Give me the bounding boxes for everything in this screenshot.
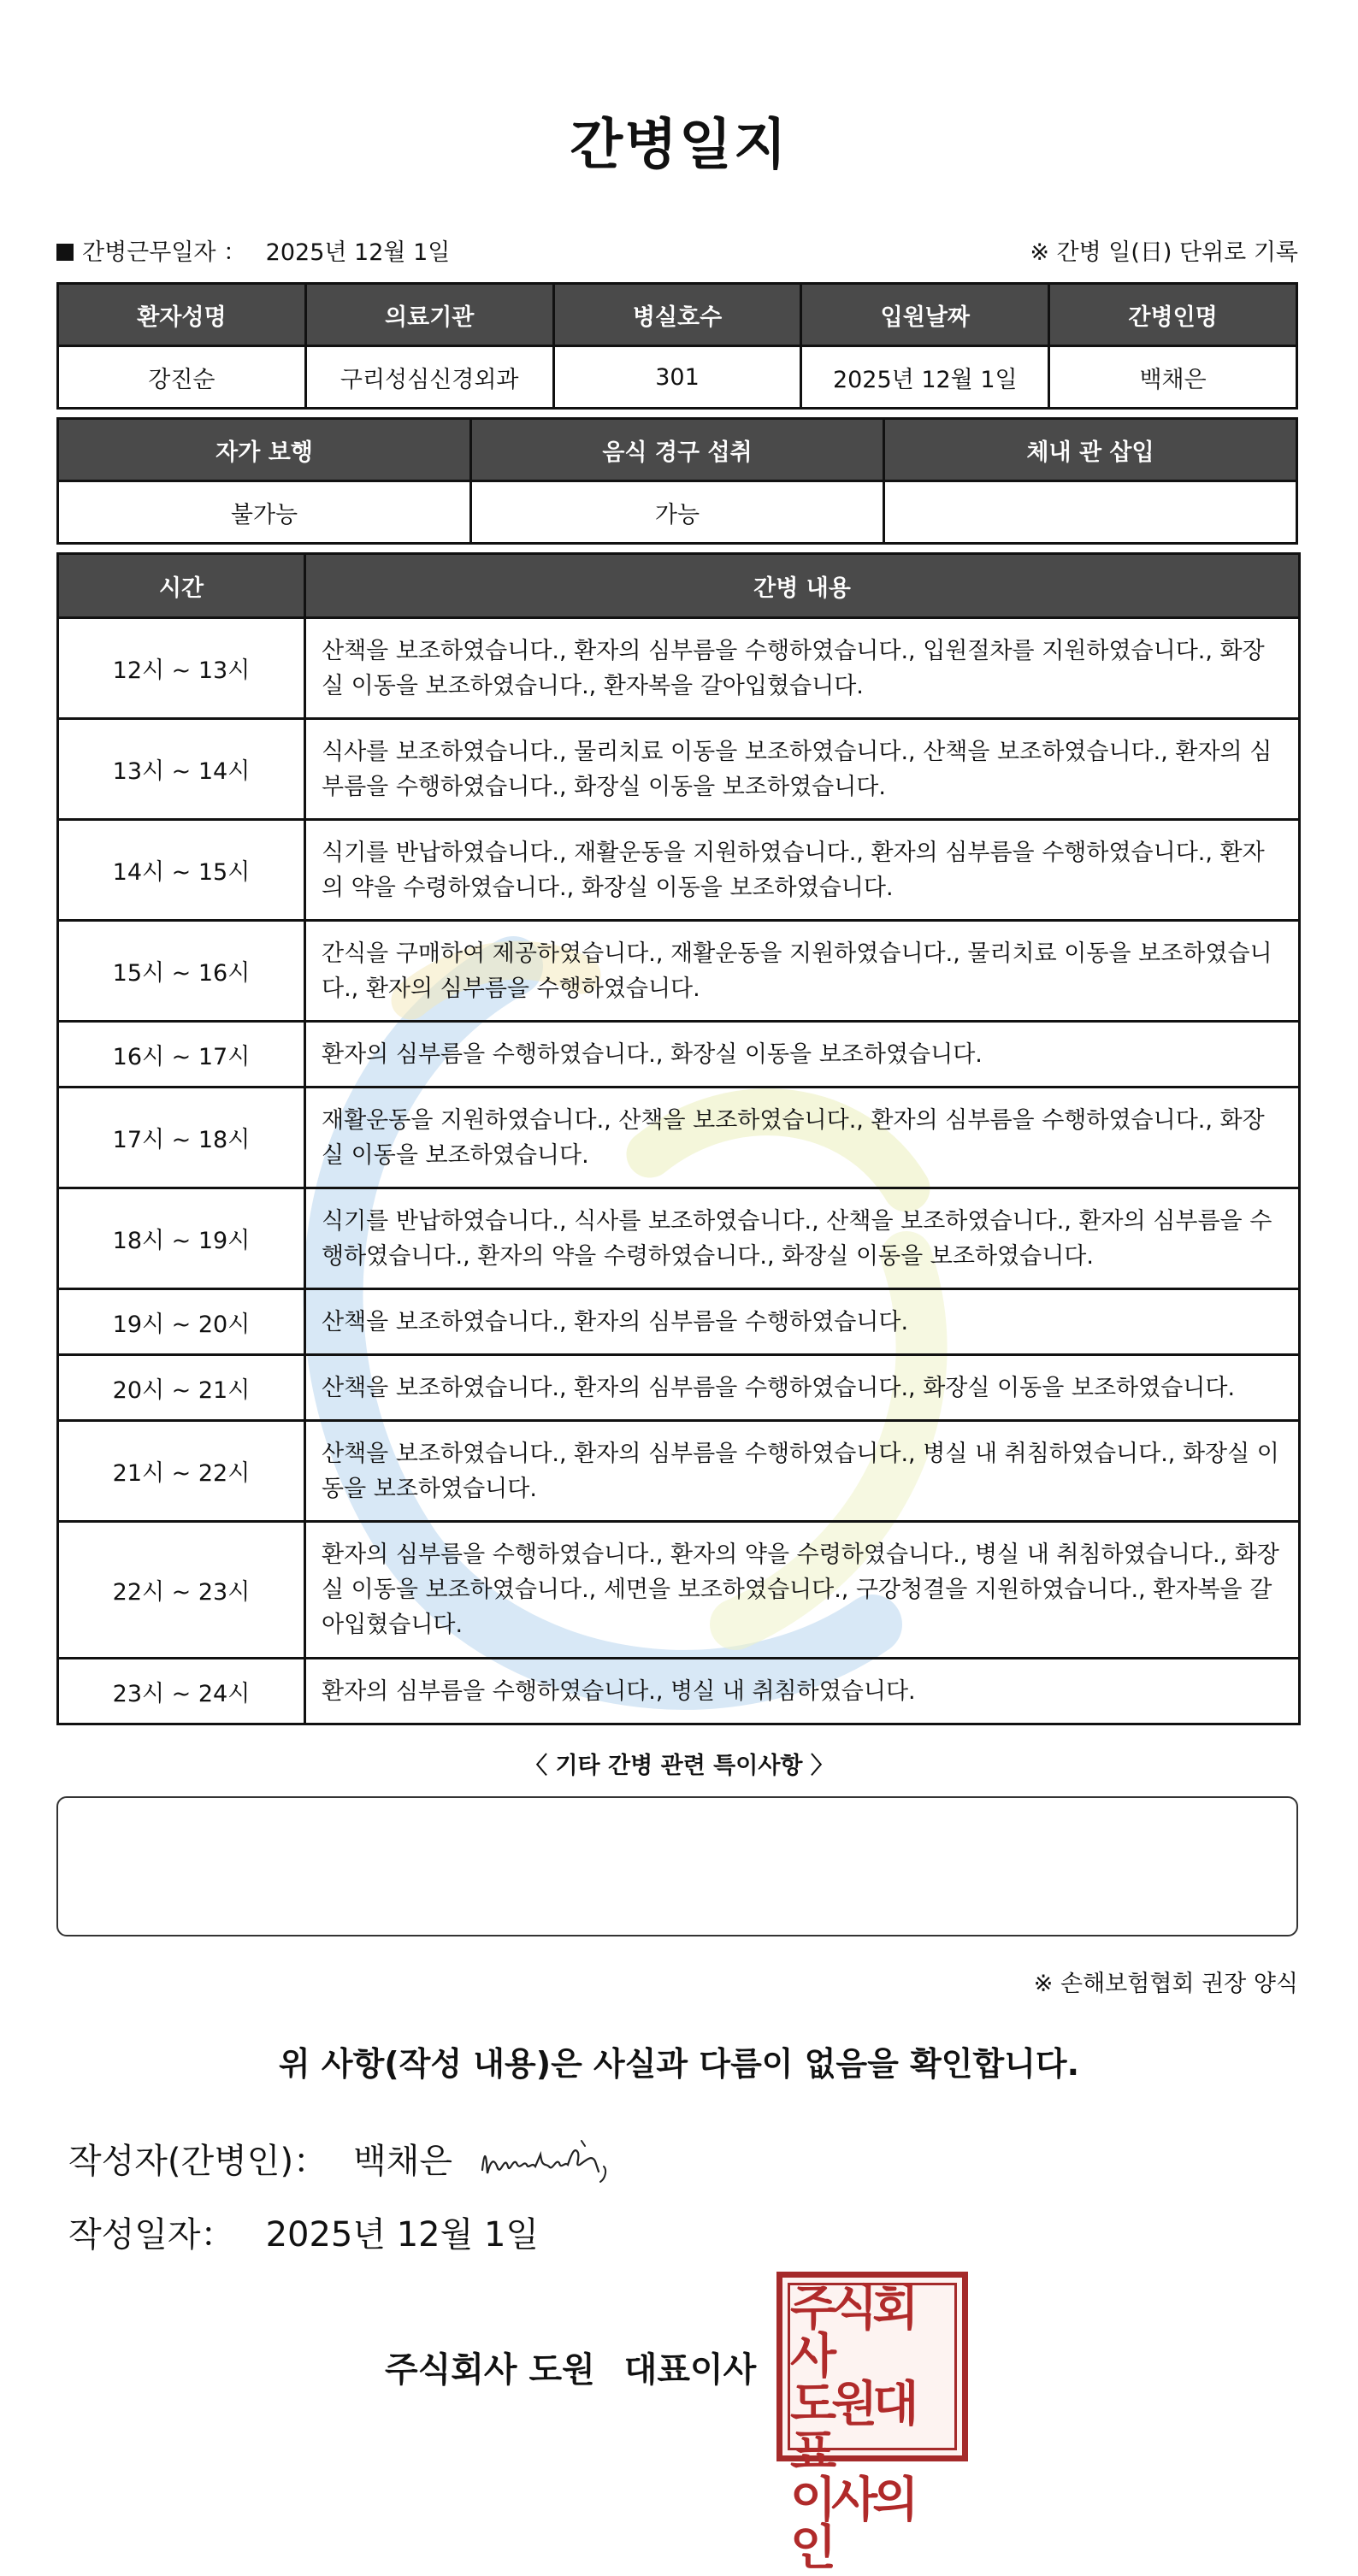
header-patient-name: 환자성명 [58,284,306,346]
etc-notes-box[interactable] [56,1796,1298,1936]
written-date-value: 2025년 12월 1일 [265,2215,540,2255]
table-row [58,346,1297,409]
header-time: 시간 [58,554,305,618]
header-hospital: 의료기관 [305,284,553,346]
log-content: 식사를 보조하였습니다., 물리치료 이동을 보조하였습니다., 산책을 보조하였습니다., 환자의 심부름을 수행하였습니다., 화장실 이동을 보조하였습니다. [305,719,1300,820]
header-room-number: 병실호수 [553,284,801,346]
written-date-line [68,2208,539,2256]
log-time: 18시 ~ 19시 [58,1188,305,1289]
log-time: 20시 ~ 21시 [58,1355,305,1421]
seal-text-line: 주식회사 [790,2281,914,2384]
header-self-walking: 자가 보행 [58,419,471,481]
table-header-row [58,419,1297,481]
table-row [58,1421,1300,1522]
table-row [58,618,1300,719]
writer-name: 백채은 [353,2142,452,2181]
representative-title: 대표이사 [623,2350,757,2390]
log-time: 14시 ~ 15시 [58,820,305,921]
work-date-label: 간병근무일자 ： [82,239,247,266]
written-date-label: 작성일자： [68,2215,235,2255]
header-tube-insertion: 체내 관 삽입 [884,419,1297,481]
handwritten-signature [479,2129,624,2189]
table-row [58,1355,1300,1421]
log-time: 23시 ~ 24시 [58,1659,305,1724]
log-content: 산책을 보조하였습니다., 환자의 심부름을 수행하였습니다., 병실 내 취침하였습니다., 화장실 이동을 보조하였습니다. [305,1421,1300,1522]
seal-frame [788,2281,957,2576]
log-content: 산책을 보조하였습니다., 환자의 심부름을 수행하였습니다., 입원절차를 지원하였습니다., 화장실 이동을 보조하였습니다., 환자복을 갈아입혔습니다. [305,618,1300,719]
unit-note: ※ 간병 일(日) 단위로 기록 [1030,239,1298,266]
header-care-content: 간병 내용 [305,554,1300,618]
square-bullet-icon [56,244,74,261]
seal-text-line: 도원대표 [790,2377,914,2480]
log-content: 식기를 반납하였습니다., 재활운동을 지원하였습니다., 환자의 심부름을 수행하였습니다., 환자의 약을 수령하였습니다., 화장실 이동을 보조하였습니다. [305,820,1300,921]
seal-text-line: 이사의인 [790,2473,914,2576]
company-name: 주식회사 도원 [385,2350,595,2390]
log-time: 22시 ~ 23시 [58,1522,305,1659]
table-row [58,481,1297,544]
care-log-table [56,552,1301,1725]
tube-insertion-value [884,481,1297,544]
table-row [58,1289,1300,1355]
log-content: 식기를 반납하였습니다., 식사를 보조하였습니다., 산책을 보조하였습니다., 환자의 심부름을 수행하였습니다., 환자의 약을 수령하였습니다., 화장실 이동을 보조하였습니다. [305,1188,1300,1289]
table-row [58,1188,1300,1289]
table-row [58,1022,1300,1088]
log-content: 산책을 보조하였습니다., 환자의 심부름을 수행하였습니다. [305,1289,1300,1355]
recommend-note: ※ 손해보험협회 권장 양식 [1033,1971,1298,1997]
table-row [58,719,1300,820]
patient-name: 강진순 [58,346,306,409]
etc-section-title: 〈 기타 간병 관련 특이사항 〉 [524,1753,834,1779]
log-time: 17시 ~ 18시 [58,1088,305,1188]
company-seal [776,2272,968,2576]
writer-line [68,2134,452,2183]
table-row [58,820,1300,921]
patient-condition-table [56,417,1298,545]
log-content: 재활운동을 지원하였습니다., 산책을 보조하였습니다., 환자의 심부름을 수행하였습니다., 화장실 이동을 보조하였습니다. [305,1088,1300,1188]
writer-label: 작성자(간병인)： [68,2142,328,2181]
patient-info-table [56,282,1298,410]
table-row [58,1522,1300,1659]
log-time: 13시 ~ 14시 [58,719,305,820]
confirmation-statement: 위 사항(작성 내용)은 사실과 다름이 없음을 확인합니다. [278,2045,1080,2083]
table-row [58,921,1300,1022]
document-title: 간병일지 [570,114,788,177]
caregiver-name: 백채은 [1049,346,1297,409]
oral-intake-value: 가능 [471,481,884,544]
room-number: 301 [553,346,801,409]
log-time: 21시 ~ 22시 [58,1421,305,1522]
table-header-row [58,284,1297,346]
work-date-line [56,233,450,267]
table-row [58,1088,1300,1188]
header-admission-date: 입원날짜 [801,284,1049,346]
table-row [58,1659,1300,1724]
log-time: 19시 ~ 20시 [58,1289,305,1355]
log-content: 환자의 심부름을 수행하였습니다., 화장실 이동을 보조하였습니다. [305,1022,1300,1088]
log-time: 16시 ~ 17시 [58,1022,305,1088]
self-walking-value: 불가능 [58,481,471,544]
log-content: 산책을 보조하였습니다., 환자의 심부름을 수행하였습니다., 화장실 이동을 보조하였습니다. [305,1355,1300,1421]
log-time: 12시 ~ 13시 [58,618,305,719]
log-content: 환자의 심부름을 수행하였습니다., 병실 내 취침하였습니다. [305,1659,1300,1724]
log-time: 15시 ~ 16시 [58,921,305,1022]
header-caregiver-name: 간병인명 [1049,284,1297,346]
company-signature-line [385,2343,756,2391]
admission-date: 2025년 12월 1일 [801,346,1049,409]
work-date-value: 2025년 12월 1일 [265,239,451,266]
hospital-name: 구리성심신경외과 [305,346,553,409]
header-oral-intake: 음식 경구 섭취 [471,419,884,481]
log-content: 환자의 심부름을 수행하였습니다., 환자의 약을 수령하였습니다., 병실 내 취침하였습니다., 화장실 이동을 보조하였습니다., 세면을 보조하였습니다., 구강청결을 지원하였습니다., 환자복을 갈아입혔습니다. [305,1522,1300,1659]
log-content: 간식을 구매하여 제공하였습니다., 재활운동을 지원하였습니다., 물리치료 이동을 보조하였습니다., 환자의 심부름을 수행하였습니다. [305,921,1300,1022]
table-header-row [58,554,1300,618]
